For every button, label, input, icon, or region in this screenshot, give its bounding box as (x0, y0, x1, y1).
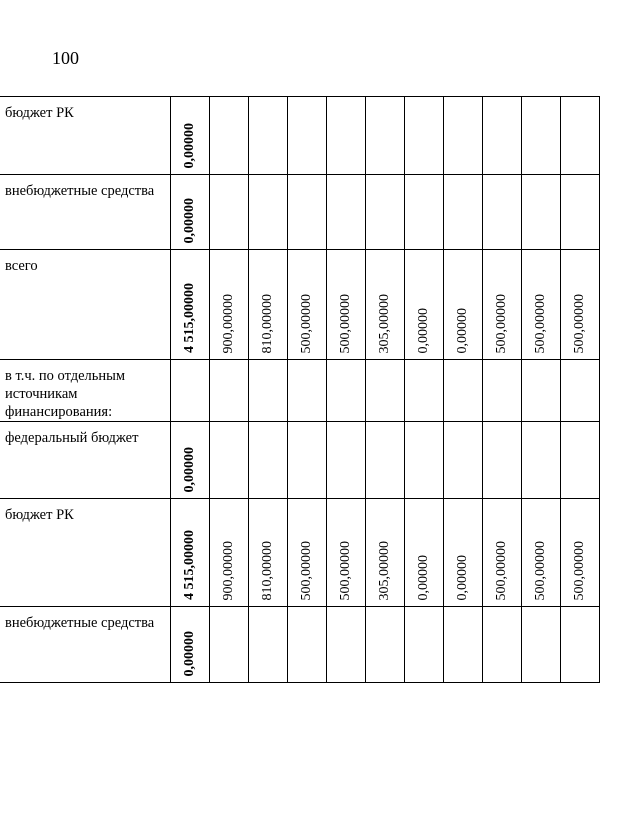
year-value-cell (561, 97, 600, 175)
year-value-cell (483, 422, 522, 499)
year-value: 810,00000 (260, 293, 275, 353)
year-value-cell (483, 499, 522, 607)
year-value-cell (327, 250, 366, 360)
year-value-cell (288, 499, 327, 607)
year-value-cell (405, 422, 444, 499)
year-value-cell (288, 360, 327, 422)
year-value-cell (366, 250, 405, 360)
year-value-cell (210, 499, 249, 607)
financing-table (0, 96, 600, 683)
year-value: 500,00000 (572, 540, 587, 600)
year-value: 500,00000 (572, 293, 587, 353)
total-cell (171, 499, 210, 607)
year-value-cell (405, 607, 444, 683)
row-label-cell (0, 607, 171, 683)
row-label-cell (0, 360, 171, 422)
year-value-cell (522, 175, 561, 250)
year-value-cell (366, 97, 405, 175)
year-value: 0,00000 (455, 554, 470, 600)
total-value: 0,00000 (182, 630, 197, 676)
total-value: 0,00000 (182, 122, 197, 168)
year-value: 0,00000 (416, 554, 431, 600)
row-label-cell (0, 499, 171, 607)
year-value-cell (210, 360, 249, 422)
year-value-cell (522, 360, 561, 422)
year-value-cell (288, 175, 327, 250)
year-value-cell (366, 607, 405, 683)
year-value: 900,00000 (221, 540, 236, 600)
row-label-cell (0, 422, 171, 499)
year-value-cell (483, 607, 522, 683)
row-label: федеральный бюджет (5, 430, 139, 446)
year-value-cell (405, 97, 444, 175)
year-value: 500,00000 (338, 540, 353, 600)
year-value-cell (561, 175, 600, 250)
year-value-cell (561, 499, 600, 607)
year-value-cell (405, 250, 444, 360)
total-cell (171, 607, 210, 683)
total-value: 0,00000 (182, 197, 197, 243)
year-value-cell (522, 422, 561, 499)
year-value: 0,00000 (416, 307, 431, 353)
year-value-cell (210, 250, 249, 360)
year-value-cell (327, 607, 366, 683)
year-value-cell (249, 250, 288, 360)
total-value: 4 515,00000 (182, 283, 197, 353)
year-value: 810,00000 (260, 540, 275, 600)
total-cell (171, 175, 210, 250)
year-value: 500,00000 (299, 293, 314, 353)
row-label-cell (0, 175, 171, 250)
year-value: 500,00000 (494, 293, 509, 353)
year-value-cell (210, 607, 249, 683)
year-value-cell (249, 499, 288, 607)
year-value-cell (444, 250, 483, 360)
year-value-cell (522, 250, 561, 360)
year-value-cell (327, 97, 366, 175)
table-row (0, 499, 600, 607)
total-cell (171, 250, 210, 360)
year-value-cell (288, 97, 327, 175)
year-value-cell (444, 97, 483, 175)
year-value-cell (327, 360, 366, 422)
year-value: 305,00000 (377, 293, 392, 353)
year-value-cell (561, 360, 600, 422)
year-value: 500,00000 (494, 540, 509, 600)
year-value-cell (405, 360, 444, 422)
table-row (0, 250, 600, 360)
year-value-cell (483, 250, 522, 360)
year-value-cell (444, 607, 483, 683)
year-value-cell (288, 250, 327, 360)
table-row (0, 607, 600, 683)
year-value: 0,00000 (455, 307, 470, 353)
year-value-cell (444, 175, 483, 250)
year-value-cell (210, 97, 249, 175)
year-value-cell (483, 175, 522, 250)
year-value-cell (561, 422, 600, 499)
year-value: 900,00000 (221, 293, 236, 353)
year-value-cell (288, 607, 327, 683)
year-value-cell (327, 175, 366, 250)
year-value-cell (561, 250, 600, 360)
total-cell (171, 97, 210, 175)
year-value-cell (483, 360, 522, 422)
year-value-cell (249, 422, 288, 499)
table-row (0, 422, 600, 499)
year-value-cell (249, 360, 288, 422)
row-label: бюджет РК (5, 105, 74, 121)
year-value-cell (366, 175, 405, 250)
year-value-cell (249, 97, 288, 175)
row-label: внебюджетные средства (5, 615, 155, 631)
row-label-cell (0, 97, 171, 175)
year-value: 500,00000 (533, 293, 548, 353)
year-value-cell (249, 607, 288, 683)
year-value-cell (522, 607, 561, 683)
year-value: 305,00000 (377, 540, 392, 600)
year-value-cell (366, 422, 405, 499)
total-cell (171, 360, 210, 422)
year-value-cell (288, 422, 327, 499)
year-value-cell (561, 607, 600, 683)
year-value-cell (483, 97, 522, 175)
year-value-cell (210, 422, 249, 499)
year-value-cell (366, 360, 405, 422)
year-value-cell (327, 499, 366, 607)
year-value-cell (366, 499, 405, 607)
year-value: 500,00000 (533, 540, 548, 600)
year-value-cell (405, 175, 444, 250)
year-value-cell (249, 175, 288, 250)
year-value: 500,00000 (299, 540, 314, 600)
row-label-cell (0, 250, 171, 360)
table-row (0, 175, 600, 250)
row-label: в т.ч. по отдельным источникам финансирования: (5, 368, 126, 420)
row-label: всего (5, 258, 38, 274)
page-number: 100 (52, 48, 79, 68)
table-row (0, 360, 600, 422)
year-value: 500,00000 (338, 293, 353, 353)
year-value-cell (210, 175, 249, 250)
year-value-cell (405, 499, 444, 607)
year-value-cell (444, 499, 483, 607)
total-value: 4 515,00000 (182, 530, 197, 600)
year-value-cell (522, 97, 561, 175)
year-value-cell (444, 360, 483, 422)
year-value-cell (444, 422, 483, 499)
year-value-cell (522, 499, 561, 607)
row-label: бюджет РК (5, 507, 74, 523)
year-value-cell (327, 422, 366, 499)
total-cell (171, 422, 210, 499)
total-value: 0,00000 (182, 446, 197, 492)
row-label: внебюджетные средства (5, 183, 155, 199)
table-row (0, 97, 600, 175)
